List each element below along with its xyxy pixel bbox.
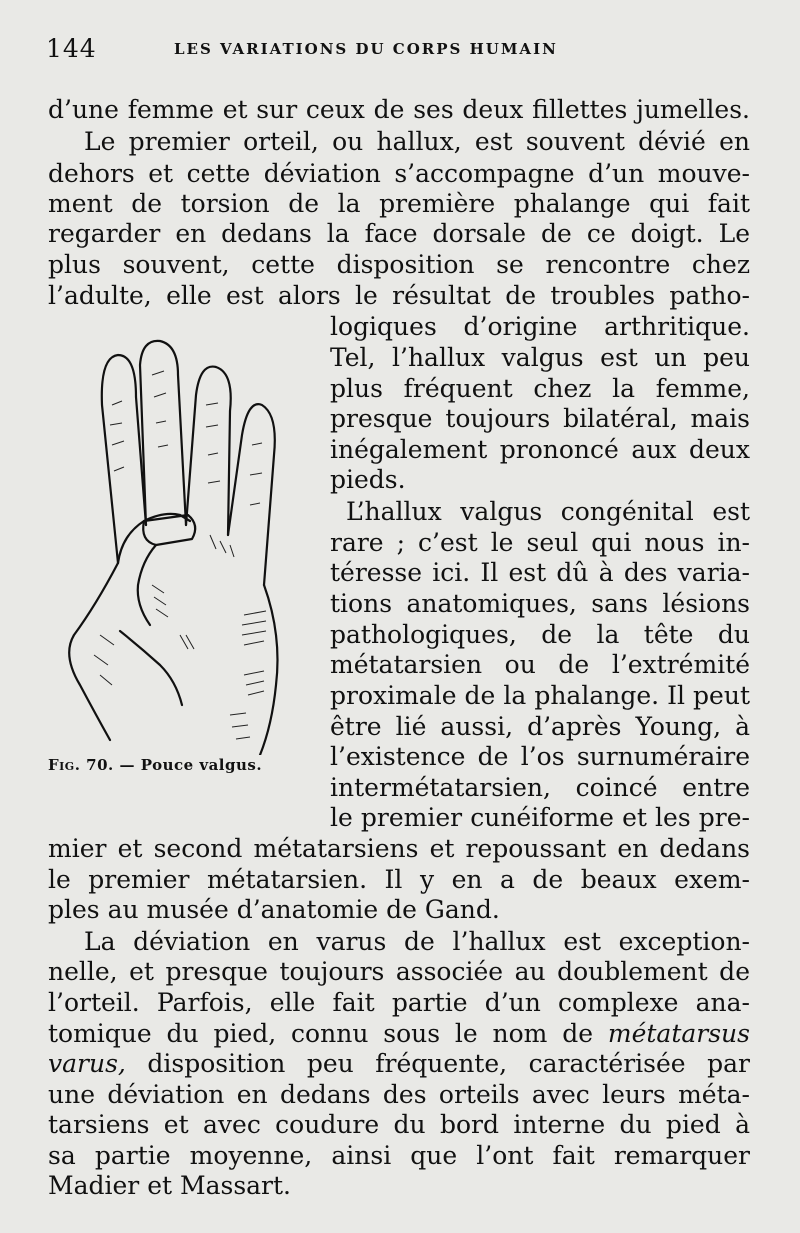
italic-term: métatarsus [607,1019,750,1048]
figure-caption [48,756,318,774]
text-line: tions anatomiques, sans lésions [330,589,750,618]
text-line: Madier et Massart. [48,1171,291,1200]
running-title: LES VARIATIONS DU CORPS HUMAIN [174,40,558,58]
text-line: ment de torsion de la première phalange qui fait [48,189,750,218]
text-line: le premier cunéiforme et les pre- [330,803,750,832]
text-line: être lié aussi, d’après Young, à [330,712,750,741]
text-line: sa partie moyenne, ainsi que l’ont fait remarquer [48,1141,750,1170]
text-line: tarsiens et avec coudure du bord interne du pied à [48,1110,750,1139]
text-line: mier et second métatarsiens et repoussant en dedans [48,834,750,863]
text-line: dehors et cette déviation s’accompagne d’un mouve- [48,159,750,188]
text-line: pieds. [330,465,406,494]
text-line: l’orteil. Parfois, elle fait partie d’un complexe ana- [48,988,750,1017]
text-line: le premier métatarsien. Il y en a de beaux exem- [48,865,750,894]
text-line: plus fréquent chez la femme, [330,374,750,403]
text-line: Tel, l’hallux valgus est un peu [330,343,750,372]
figure-label: Fig. 70. [48,756,114,774]
text-line: L’hallux valgus congénital est [346,497,750,526]
text-line: Le premier orteil, ou hallux, est souvent dévié en [84,127,750,156]
figure-title: Pouce valgus. [140,756,263,774]
italic-term: varus, [48,1049,126,1078]
text-line: métatarsien ou de l’extrémité [330,650,750,679]
text-line: l’existence de l’os surnuméraire [330,742,750,771]
text-line: l’adulte, elle est alors le résultat de troubles patho- [48,281,750,310]
text-line: La déviation en varus de l’hallux est exception- [84,927,750,956]
text-line: ples au musée d’anatomie de Gand. [48,895,500,924]
caption-dash: — [113,756,141,774]
text-line: logiques d’origine arthritique. [330,312,750,341]
page-number: 144 [46,34,97,63]
text-fragment: disposition peu fréquente, caractérisée par [147,1049,750,1078]
text-line: plus souvent, cette disposition se rencontre chez [48,250,750,279]
hand-illustration [60,335,300,755]
text-line: d’une femme et sur ceux de ses deux fillettes jumelles. [48,95,750,124]
page-header [46,34,746,68]
text-line: regarder en dedans la face dorsale de ce doigt. Le [48,219,750,248]
text-line: inégalement prononcé aux deux [330,435,750,464]
text-line: nelle, et presque toujours associée au doublement de [48,957,750,986]
text-line: téresse ici. Il est dû à des varia- [330,558,750,587]
text-line: intermétatarsien, coincé entre [330,773,750,802]
text-line: une déviation en dedans des orteils avec leurs méta- [48,1080,750,1109]
text-fragment: tomique du pied, connu sous le nom de [48,1019,594,1048]
text-line: pathologiques, de la tête du [330,620,750,649]
text-line-with-term [48,1018,750,1049]
text-line: presque toujours bilatéral, mais [330,404,750,433]
text-line-with-term [48,1048,750,1079]
text-line: rare ; c’est le seul qui nous in- [330,528,750,557]
text-line: proximale de la phalange. Il peut [330,681,750,710]
